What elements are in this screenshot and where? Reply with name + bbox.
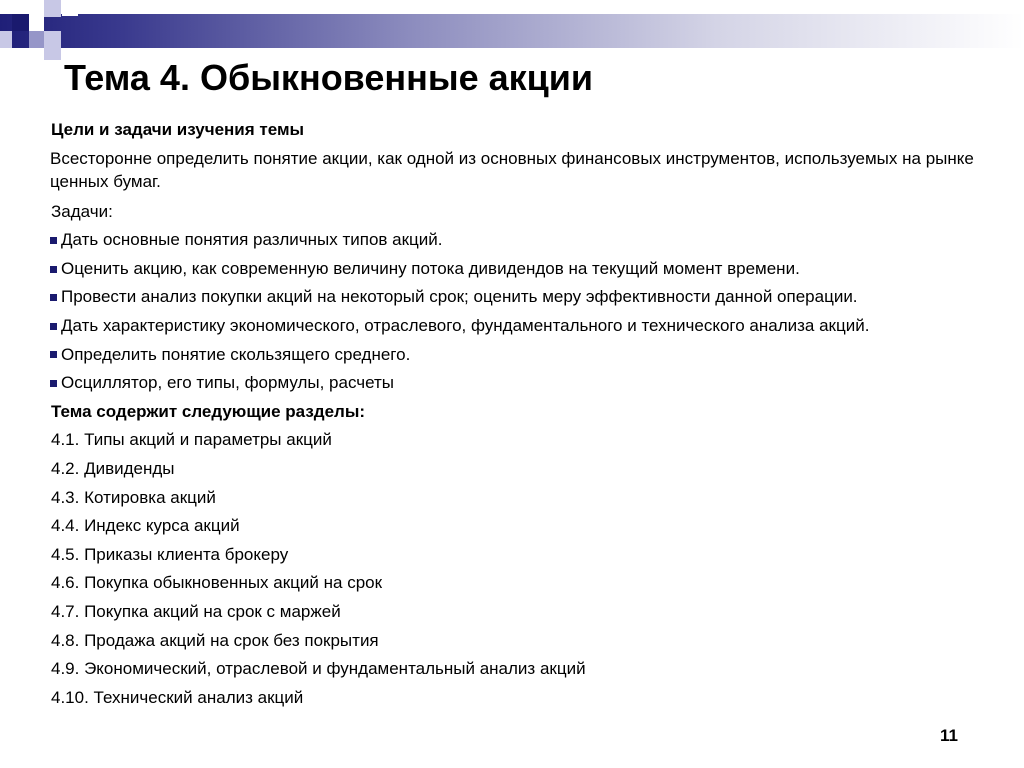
square-bullet-icon xyxy=(50,380,57,387)
section-item: 4.2. Дивиденды xyxy=(51,458,175,478)
task-text: Определить понятие скользящего среднего. xyxy=(61,344,411,364)
header-gradient-band xyxy=(0,14,1024,48)
section-item: 4.8. Продажа акций на срок без покрытия xyxy=(51,630,379,650)
sections-heading: Тема содержит следующие разделы: xyxy=(51,401,366,421)
page-number: 11 xyxy=(940,726,958,745)
task-text: Провести анализ покупки акций на некоторый срок; оценить меру эффективности данной операции. xyxy=(61,287,858,307)
goals-heading: Цели и задачи изучения темы xyxy=(51,120,305,139)
section-item: 4.1. Типы акций и параметры акций xyxy=(51,430,332,450)
section-item: 4.10. Технический анализ акций xyxy=(51,687,304,707)
task-item xyxy=(50,369,1015,398)
decorative-square xyxy=(44,48,61,60)
task-text: Дать основные понятия различных типов акций. xyxy=(61,230,443,250)
slide-content xyxy=(50,116,1015,712)
square-bullet-icon xyxy=(50,294,57,301)
decorative-square xyxy=(44,0,61,17)
decorative-square xyxy=(62,0,78,16)
decorative-square xyxy=(12,14,29,31)
square-bullet-icon xyxy=(50,266,57,273)
decorative-square xyxy=(29,31,44,48)
section-item: 4.5. Приказы клиента брокеру xyxy=(51,544,289,564)
section-item: 4.6. Покупка обыкновенных акций на срок xyxy=(51,573,383,593)
section-item: 4.9. Экономический, отраслевой и фундаментальный анализ акций xyxy=(51,659,586,679)
task-item xyxy=(50,312,1015,341)
task-text: Осциллятор, его типы, формулы, расчеты xyxy=(61,373,395,393)
task-item xyxy=(50,283,1015,312)
decorative-square xyxy=(44,31,61,48)
square-bullet-icon xyxy=(50,237,57,244)
section-item: 4.3. Котировка акций xyxy=(51,487,216,507)
goal-text: Всесторонне определить понятие акции, как одной из основных финансовых инструментов, используемых на рынке ценных бумаг. xyxy=(50,148,974,191)
task-item xyxy=(50,341,1015,370)
section-item: 4.7. Покупка акций на срок с маржей xyxy=(51,601,341,621)
task-text: Оценить акцию, как современную величину потока дивидендов на текущий момент времени. xyxy=(61,258,800,278)
square-bullet-icon xyxy=(50,323,57,330)
task-item xyxy=(50,226,1015,255)
slide-title: Тема 4. Обыкновенные акции xyxy=(64,57,594,98)
section-item: 4.4. Индекс курса акций xyxy=(51,516,240,536)
tasks-label: Задачи: xyxy=(51,201,113,221)
square-bullet-icon xyxy=(50,351,57,358)
task-item xyxy=(50,255,1015,284)
decorative-square xyxy=(29,14,44,31)
task-text: Дать характеристику экономического, отраслевого, фундаментального и технического анализа акций. xyxy=(61,315,870,335)
decorative-square xyxy=(0,31,12,48)
